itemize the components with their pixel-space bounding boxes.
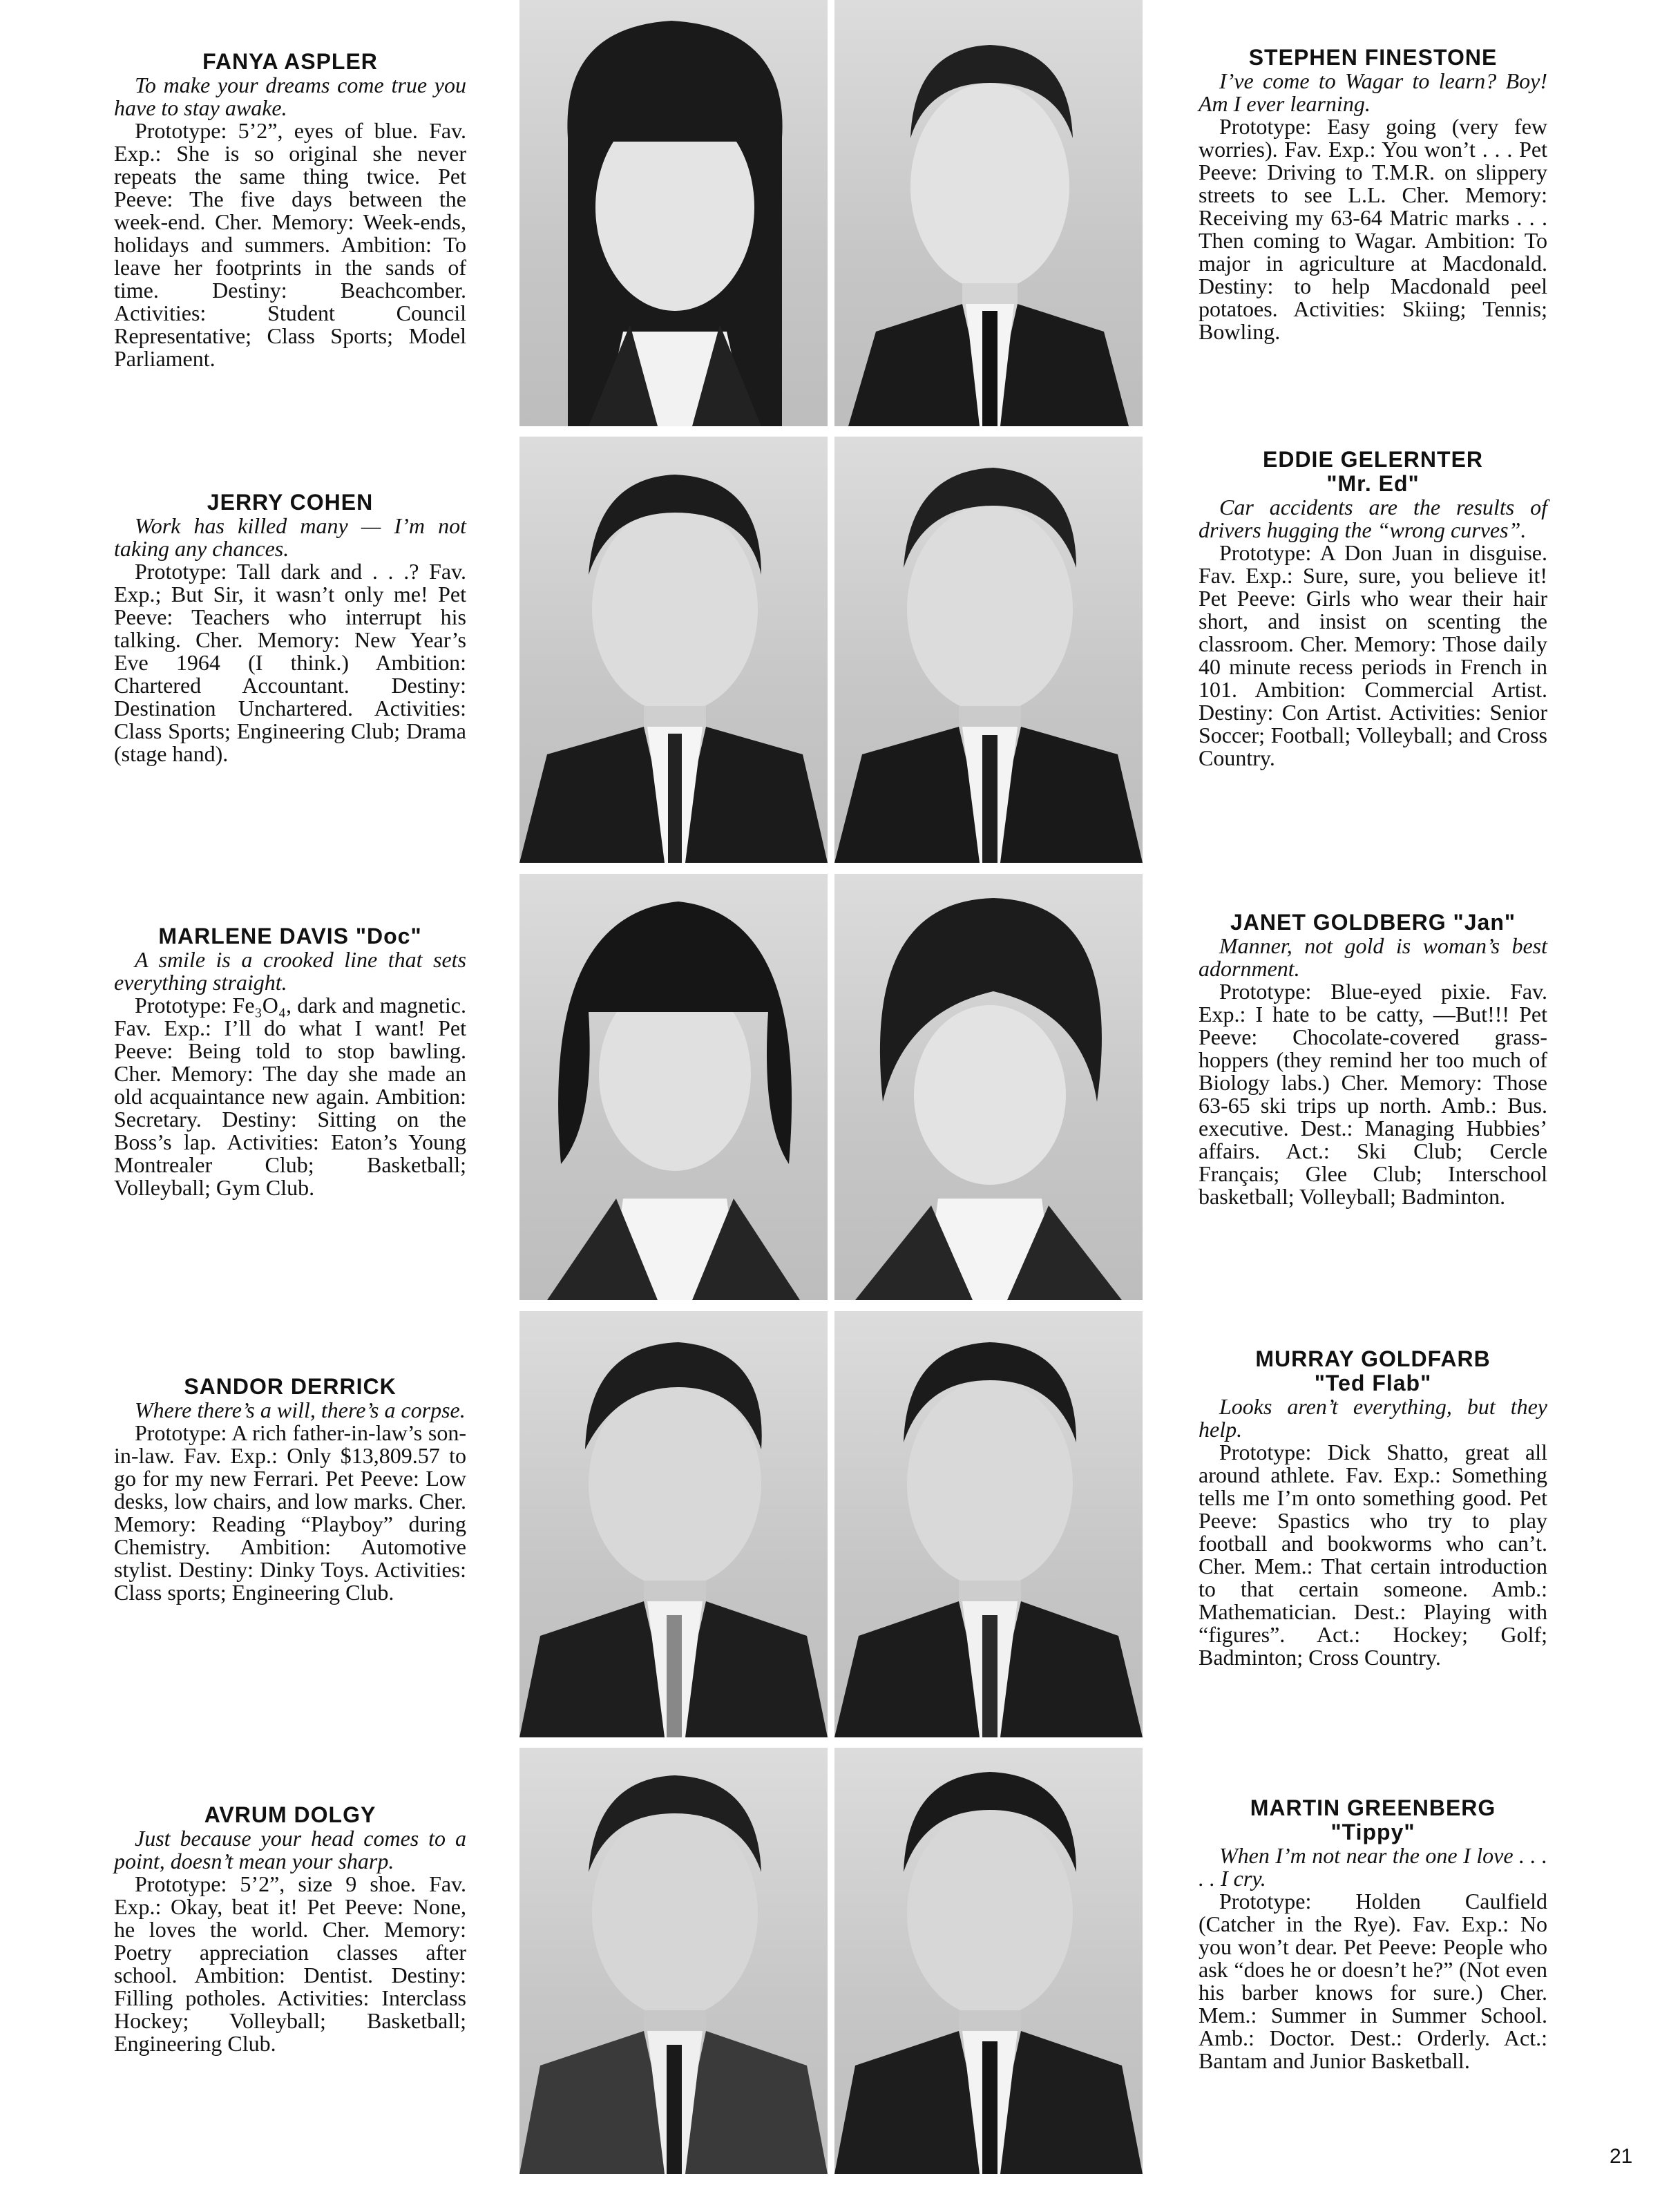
student-bio: Prototype: 5’2”, size 9 shoe. Fav. Exp.: Okay, beat it! Pet Peeve: None, he loves the world. Cher. Memory: Poetry appreciation classes after school. Ambition: Dentist. Destiny: Filling potholes. Activities: Interclass Hockey; Volleyball; Basketball; Engineering Club.	[114, 1871, 466, 2056]
entry-avrum-dolgy	[114, 1803, 466, 2055]
entry-sandor-derrick	[114, 1375, 466, 1604]
portrait-photo-sandor-derrick	[519, 1311, 828, 1737]
entry-janet-goldberg	[1199, 910, 1547, 1208]
portrait-photo-avrum-dolgy	[519, 1748, 828, 2174]
portrait-photo-eddie-gelernter	[834, 437, 1143, 863]
student-quote: Car accidents are the results of drivers hugging the “wrong curves”.	[1199, 495, 1547, 542]
student-quote: Looks aren’t everything, but they help.	[1199, 1394, 1547, 1442]
student-bio: Prototype: Holden Caulfield (Catcher in the Rye). Fav. Exp.: No you won’t dear. Pet Peeve: People who ask “does he or doesn’t he?” (Not even his barber knows for sure.) Cher. Mem.: Summer in Summer School. Amb.: Doctor. Dest.: Orderly. Act.: Bantam and Junior Basketball.	[1199, 1889, 1547, 2073]
entry-jerry-cohen	[114, 490, 466, 765]
portrait-photo-martin-greenberg	[834, 1748, 1143, 2174]
student-name: MARTIN GREENBERG	[1250, 1795, 1496, 1820]
portrait-photo-murray-goldfarb	[834, 1311, 1143, 1737]
student-name: STEPHEN FINESTONE	[1248, 45, 1498, 70]
student-quote: I’ve come to Wagar to learn? Boy! Am I ever learning.	[1199, 68, 1547, 116]
portrait-photo-marlene-davis	[519, 874, 828, 1300]
portrait-photo-jerry-cohen	[519, 437, 828, 863]
student-bio: Prototype: Dick Shatto, great all around athlete. Fav. Exp.: Something tells me I’m onto something good. Pet Peeve: Spastics who try to play football and bookworms who can’t. Cher. Mem.: That certain introduction to that certain someone. Amb.: Mathematician. Dest.: Playing with “figures”. Act.: Hockey; Golf; Badminton; Cross Country.	[1199, 1440, 1547, 1670]
student-name: FANYA ASPLER	[202, 49, 378, 74]
student-name: JERRY COHEN	[207, 490, 374, 515]
student-bio: Prototype: Easy going (very few worries). Fav. Exp.: You won’t . . . Pet Peeve: Driving to T.M.R. on slippery streets to see L.L. Cher. Memory: Receiving my 63-64 Matric marks . . . Then coming to Wagar. Ambition: To major in agriculture at Macdonald. Destiny: to help Macdonald peel potatoes. Activities: Skiing; Tennis; Bowling.	[1199, 114, 1547, 344]
student-quote: Where there’s a will, there’s a corpse.	[135, 1398, 466, 1422]
student-quote: To make your dreams come true you have to stay awake.	[114, 73, 466, 120]
student-bio: Prototype: A rich father-in-law’s son-in-law. Fav. Exp.: Only $13,809.57 to go for my new Ferrari. Pet Peeve: Low desks, low chairs, and low marks. Cher. Memory: Reading “Playboy” during Chemistry. Ambition: Automotive stylist. Destiny: Dinky Toys. Activities: Class sports; Engineering Club.	[114, 1420, 466, 1605]
portrait-photo-fanya-aspler	[519, 0, 828, 426]
student-nickname: "Ted Flab"	[1314, 1371, 1432, 1395]
student-name: SANDOR DERRICK	[184, 1374, 397, 1399]
student-name: MURRAY GOLDFARB	[1255, 1346, 1491, 1371]
student-quote: Manner, not gold is woman’s best adornment.	[1199, 933, 1547, 981]
entry-marlene-davis	[114, 924, 466, 1199]
page-number: 21	[1610, 2145, 1633, 2168]
student-bio: Prototype: 5’2”, eyes of blue. Fav. Exp.: She is so original she never repeats the same thing twice. Pet Peeve: The five days between the week-end. Cher. Memory: Week-ends, holidays and summers. Ambition: To leave her footprints in the sands of time. Destiny: Beachcomber. Activities: Student Council Representative; Class Sports; Model Parliament.	[114, 118, 466, 371]
entry-martin-greenberg	[1199, 1796, 1547, 2072]
student-nickname: "Tippy"	[1330, 1820, 1415, 1844]
student-bio: Prototype: A Don Juan in disguise. Fav. Exp.: Sure, sure, you believe it! Pet Peeve: Girls who wear their hair short, and insist on scenting the classroom. Cher. Memory: Those daily 40 minute recess periods in French in 101. Ambition: Commercial Artist. Destiny: Con Artist. Activities: Senior Soccer; Football; Volleyball; and Cross Country.	[1199, 540, 1547, 770]
entry-eddie-gelernter	[1199, 448, 1547, 770]
student-quote: A smile is a crooked line that sets everything straight.	[114, 947, 466, 995]
student-name: JANET GOLDBERG "Jan"	[1230, 910, 1516, 935]
entry-stephen-finestone	[1199, 46, 1547, 343]
student-quote: Just because your head comes to a point, doesn’t mean your sharp.	[114, 1826, 466, 1873]
entry-fanya-aspler	[114, 50, 466, 370]
student-quote: Work has killed many — I’m not taking any chances.	[114, 513, 466, 561]
student-bio: Prototype: Tall dark and . . .? Fav. Exp.; But Sir, it wasn’t only me! Pet Peeve: Teachers who interrupt his talking. Cher. Memory: New Year’s Eve 1964 (I think.) Ambition: Chartered Accountant. Destiny: Destination Unchartered. Activities: Class Sports; Engineering Club; Drama (stage hand).	[114, 559, 466, 766]
student-nickname: "Mr. Ed"	[1326, 471, 1420, 496]
student-name: EDDIE GELERNTER	[1262, 447, 1484, 472]
student-bio: Prototype: Blue-eyed pixie. Fav. Exp.: I hate to be catty, —But!!! Pet Peeve: Chocolate-covered grass-hoppers (they remind her too much of Biology labs.) Cher. Memory: Those 63-65 ski trips up north. Amb.: Bus. executive. Dest.: Managing Hubbies’ affairs. Act.: Ski Club; Cercle Français; Glee Club; Interschool basketball; Volleyball; Badminton.	[1199, 979, 1547, 1209]
student-bio: Prototype: Fe₃O₄, dark and magnetic. Fav. Exp.: I’ll do what I want! Pet Peeve: Being told to stop bawling. Cher. Memory: The day she made an old acquaintance new again. Ambition: Secretary. Destiny: Sitting on the Boss’s lap. Activities: Eaton’s Young Montrealer Club; Basketball; Volleyball; Gym Club.	[114, 993, 466, 1200]
portrait-photo-janet-goldberg	[834, 874, 1143, 1300]
student-name: MARLENE DAVIS "Doc"	[158, 924, 422, 948]
entry-murray-goldfarb	[1199, 1347, 1547, 1669]
student-quote: When I’m not near the one I love . . . . . I cry.	[1199, 1843, 1547, 1891]
student-name: AVRUM DOLGY	[204, 1802, 376, 1827]
portrait-photo-stephen-finestone	[834, 0, 1143, 426]
